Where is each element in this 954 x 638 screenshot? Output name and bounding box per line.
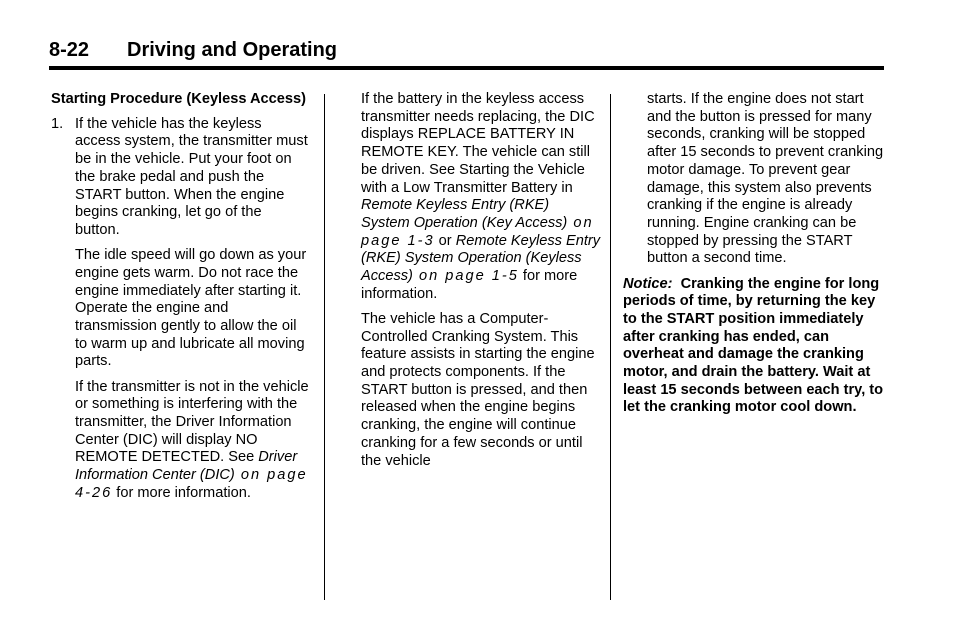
- paragraph-continued: starts. If the engine does not start and the button is pressed for many seconds, cranking will be stopped after 15 seconds to prevent cranking motor damage. To prevent gear damage, this system also prevents cranking if the engine is already running. Engine cranking can be stopped by pressing the START button a second time.: [647, 91, 884, 267]
- column-middle: [361, 91, 601, 478]
- step-number: 1.: [51, 115, 64, 132]
- column-right: [623, 91, 888, 425]
- notice-text: Cranking the engine for long periods of time, by returning the key to the START position immediately after cranking has ended, can overheat and damage the cranking motor, and drain the battery. Wait at least 15 seconds between each try, to let the cranking motor cool down.: [623, 275, 888, 416]
- paragraph-idle-speed: The idle speed will go down as your engine gets warm. Do not race the engine immediately after starting it. Operate the engine and transmission gently to allow the oil to warm up and lubricate all moving parts.: [75, 247, 307, 370]
- paragraph-text: If the battery in the keyless access transmitter needs replacing, the DIC displays REPLACE BATTERY IN REMOTE KEY. The vehicle can still be driven. See Starting the Vehicle with a Low Transmitter Battery in: [361, 91, 595, 196]
- step-item-1: [51, 116, 309, 240]
- paragraph-cranking-system: The vehicle has a Computer-Controlled Cranking System. This feature assists in starting the engine and protects components. If the START button is pressed, and then released when the engine begins cranking, the engine will continue cranking for a few seconds or until the vehicle: [361, 310, 595, 469]
- notice-block: [623, 275, 888, 418]
- notice-label: Notice:: [623, 275, 673, 292]
- step-text: If the vehicle has the keyless access system, the transmitter must be in the vehicle. Put your foot on the brake pedal and push the START button. When the engine begins cranking, let go of the button.: [75, 115, 308, 238]
- page-number: 8-22: [49, 39, 90, 61]
- cross-reference-link[interactable]: Remote Keyless Entry (RKE) System Operation (Keyless Access): [361, 232, 601, 285]
- page-reference[interactable]: on page 1-3: [361, 214, 594, 249]
- paragraph-text: or: [434, 232, 456, 249]
- page-reference[interactable]: on page 4-26: [75, 467, 308, 501]
- cross-reference-link[interactable]: Remote Keyless Entry (RKE) System Operation (Key Access): [361, 197, 568, 231]
- section-title: Driving and Operating: [127, 39, 338, 61]
- page-reference[interactable]: on page 1-5: [412, 268, 519, 285]
- page-header: [49, 38, 884, 70]
- column-divider-left: [324, 94, 325, 600]
- paragraph-text: for more information.: [112, 484, 251, 501]
- column-left: [51, 91, 309, 510]
- subsection-heading: Starting Procedure (Keyless Access): [51, 91, 306, 107]
- paragraph-text: If the transmitter is not in the vehicle or something is interfering with the transmitter, the Driver Information Center (DIC) will display NO REMOTE DETECTED. See: [75, 378, 309, 466]
- paragraph-transmitter: [51, 379, 309, 503]
- paragraph-battery: [361, 91, 601, 303]
- paragraph-text: for more information.: [361, 268, 578, 302]
- cross-reference-link[interactable]: Driver Information Center (DIC): [75, 449, 298, 484]
- column-divider-right: [610, 94, 611, 600]
